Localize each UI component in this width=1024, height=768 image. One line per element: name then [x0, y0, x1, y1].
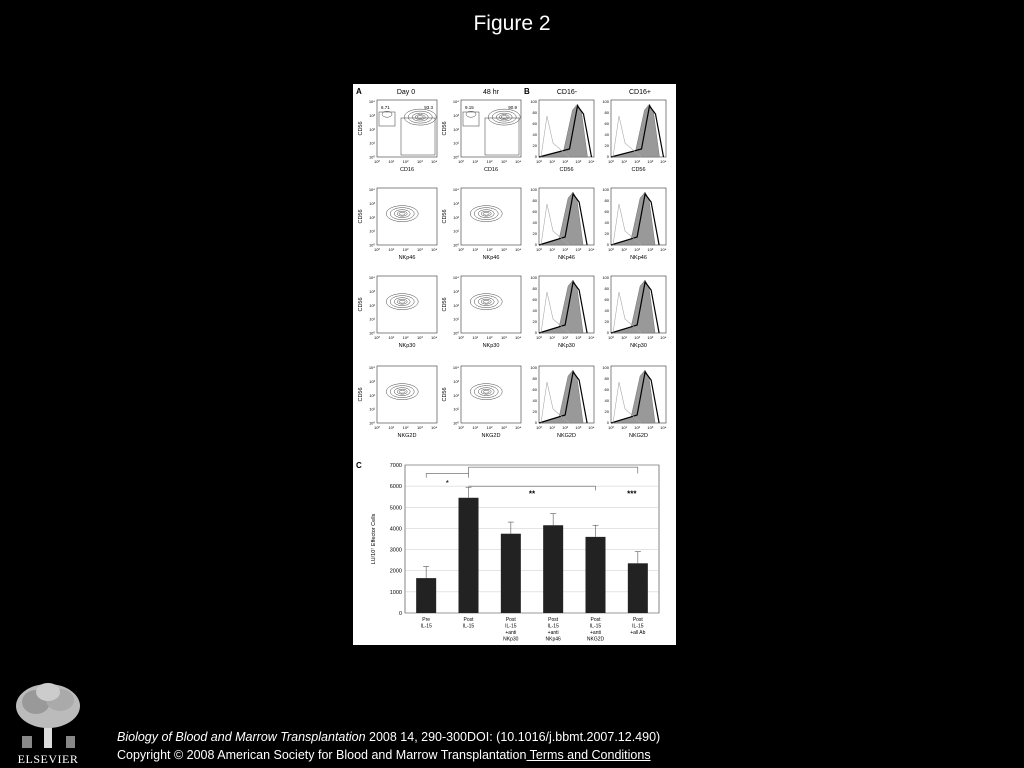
y-tick-label: 7000	[389, 463, 402, 469]
bar	[416, 578, 436, 613]
log-tick-x: 10¹	[472, 247, 479, 252]
log-tick-x: 10⁰	[373, 425, 381, 430]
contour-line	[496, 113, 512, 121]
contour-y-label: CD56	[442, 297, 448, 312]
contour-y-label: CD56	[358, 387, 364, 402]
log-tick-x: 10⁴	[515, 335, 522, 340]
contour-line	[483, 300, 489, 303]
column-header: CD16-	[556, 89, 578, 96]
log-tick-x: 10¹	[388, 247, 395, 252]
gate-box	[379, 112, 395, 126]
contour-line	[481, 211, 491, 216]
histogram-x-label: CD56	[631, 167, 646, 173]
log-tick-x: 10⁰	[535, 425, 543, 430]
log-tick-x: 10²	[402, 247, 409, 252]
log-tick-y: 10³	[369, 288, 375, 294]
log-tick-x: 10²	[486, 247, 493, 252]
y-tick-label: 4000	[389, 526, 402, 533]
panel-label-a: A	[356, 87, 362, 96]
y-tick-label: 3000	[389, 547, 402, 554]
contour-plot-frame	[461, 276, 521, 333]
histogram-filled	[611, 104, 660, 157]
log-tick-x: 10⁰	[457, 335, 465, 340]
bar-chart-frame	[405, 465, 659, 613]
log-tick-y: 10¹	[453, 406, 459, 412]
log-tick-y: 10³	[369, 378, 375, 384]
contour-line	[399, 300, 405, 303]
log-tick-x: 10³	[416, 425, 423, 430]
histogram-y-tick: 80	[604, 285, 609, 291]
log-tick-x: 10¹	[549, 159, 555, 164]
log-tick-x: 10⁰	[607, 335, 615, 340]
log-tick-x: 10⁴	[431, 335, 438, 340]
log-tick-x: 10³	[575, 425, 582, 430]
log-tick-y: 10¹	[453, 140, 459, 146]
log-tick-y: 10⁰	[452, 330, 459, 336]
log-tick-x: 10³	[416, 335, 423, 340]
log-tick-y: 10⁰	[368, 420, 375, 426]
contour-line	[399, 390, 405, 393]
contour-line	[404, 109, 436, 125]
log-tick-x: 10³	[647, 247, 654, 252]
contour-line	[488, 109, 520, 125]
log-tick-y: 10⁰	[452, 242, 459, 248]
log-tick-y: 10²	[453, 214, 459, 220]
histogram-y-tick: 40	[604, 307, 609, 313]
contour-line	[399, 212, 405, 215]
histogram-x-label: NKp46	[558, 255, 575, 261]
log-tick-y: 10⁴	[452, 365, 459, 370]
histogram-y-tick: 60	[604, 120, 609, 126]
log-tick-x: 10²	[634, 247, 641, 252]
contour-line	[478, 388, 494, 396]
log-tick-x: 10²	[486, 159, 493, 164]
histogram-y-tick: 0	[606, 153, 609, 159]
log-tick-y: 10²	[453, 126, 459, 132]
histogram-y-tick: 100	[530, 99, 537, 104]
histogram-y-tick: 100	[602, 275, 609, 280]
contour-line	[397, 299, 407, 304]
log-tick-x: 10¹	[621, 247, 627, 252]
histogram-y-tick: 60	[532, 120, 537, 126]
contour-line	[386, 384, 418, 400]
category-label: NKp30	[503, 636, 519, 643]
log-tick-x: 10⁰	[607, 247, 615, 252]
category-label: IL-15	[589, 623, 602, 630]
contour-line	[397, 389, 407, 394]
histogram-y-tick: 40	[604, 397, 609, 403]
log-tick-x: 10²	[562, 159, 569, 164]
log-tick-x: 10⁴	[588, 247, 595, 252]
histogram-y-tick: 60	[532, 386, 537, 392]
bar	[459, 498, 479, 613]
log-tick-x: 10⁴	[660, 425, 667, 430]
log-tick-x: 10¹	[621, 159, 627, 164]
log-tick-x: 10⁴	[431, 425, 438, 430]
contour-line	[470, 294, 502, 310]
log-tick-x: 10³	[575, 247, 582, 252]
log-tick-x: 10⁰	[457, 159, 465, 164]
histogram-y-tick: 60	[532, 296, 537, 302]
log-tick-x: 10¹	[388, 425, 395, 430]
category-label: +anti	[505, 630, 517, 636]
histogram-y-tick: 80	[532, 375, 537, 381]
histogram-y-tick: 60	[604, 386, 609, 392]
log-tick-x: 10³	[500, 247, 507, 252]
histogram-x-label: NKG2D	[629, 433, 648, 439]
histogram-filled	[611, 370, 655, 423]
log-tick-x: 10⁴	[588, 159, 595, 164]
log-tick-x: 10²	[402, 335, 409, 340]
contour-line	[483, 212, 489, 215]
histogram-x-label: CD56	[559, 167, 574, 173]
histogram-y-tick: 60	[604, 208, 609, 214]
log-tick-x: 10¹	[472, 159, 479, 164]
citation-details: 2008 14, 290-300DOI: (10.1016/j.bbmt.2007.12.490)	[365, 730, 661, 744]
copyright-notice: Copyright © 2008 American Society for Blood and Marrow Transplantation	[117, 748, 527, 762]
histogram-x-label: NKp30	[630, 343, 647, 349]
log-tick-x: 10⁰	[535, 159, 543, 164]
histogram-filled	[539, 104, 588, 157]
histogram-y-tick: 40	[604, 219, 609, 225]
histogram-x-label: NKG2D	[557, 433, 576, 439]
log-tick-y: 10³	[453, 200, 459, 206]
log-tick-x: 10⁴	[515, 159, 522, 164]
log-tick-y: 10¹	[453, 316, 459, 322]
log-tick-x: 10³	[647, 425, 654, 430]
contour-line	[394, 298, 410, 306]
contour-line	[394, 210, 410, 218]
histogram-y-tick: 100	[602, 99, 609, 104]
category-label: NKG2D	[586, 636, 605, 643]
contour-line	[478, 298, 494, 306]
category-label: Post	[463, 617, 474, 623]
histogram-filled	[539, 192, 583, 245]
histogram-y-tick: 100	[530, 365, 537, 370]
log-tick-y: 10³	[453, 112, 459, 118]
log-tick-y: 10⁴	[452, 187, 459, 192]
contour-plot-frame	[377, 366, 437, 423]
log-tick-x: 10⁰	[535, 247, 543, 252]
significance-bracket	[469, 467, 638, 473]
log-tick-x: 10²	[634, 335, 641, 340]
log-tick-x: 10⁴	[660, 159, 667, 164]
gate-percent: 9.15	[465, 105, 474, 110]
contour-plot-frame	[461, 366, 521, 423]
contour-x-label: CD16	[399, 167, 415, 173]
histogram-y-tick: 0	[534, 419, 537, 425]
histogram-y-tick: 20	[532, 408, 537, 414]
bar	[543, 525, 563, 613]
category-label: Post	[505, 617, 516, 623]
log-tick-x: 10⁰	[373, 159, 381, 164]
log-tick-x: 10²	[562, 425, 569, 430]
contour-line	[386, 206, 418, 222]
histogram-filled	[539, 370, 583, 423]
y-tick-label: 5000	[389, 505, 402, 512]
significance-marker: ***	[627, 489, 637, 499]
log-tick-y: 10⁰	[368, 242, 375, 248]
category-label: NKp46	[545, 636, 561, 643]
log-tick-x: 10²	[562, 247, 569, 252]
histogram-y-tick: 20	[532, 318, 537, 324]
contour-y-label: CD56	[358, 297, 364, 312]
contour-line	[478, 210, 494, 218]
contour-y-label: CD56	[358, 121, 364, 136]
contour-x-label: CD16	[483, 167, 499, 173]
histogram-y-tick: 0	[606, 241, 609, 247]
histogram-y-tick: 80	[532, 197, 537, 203]
slide-title: Figure 2	[473, 12, 551, 35]
contour-line	[415, 115, 425, 120]
histogram-y-tick: 0	[606, 419, 609, 425]
figure-image	[353, 84, 676, 645]
histogram-y-tick: 40	[604, 131, 609, 137]
contour-y-label: CD56	[358, 209, 364, 224]
histogram-filled	[611, 192, 655, 245]
log-tick-y: 10⁴	[452, 275, 459, 280]
log-tick-y: 10⁴	[368, 275, 375, 280]
histogram-y-tick: 80	[604, 375, 609, 381]
citation-text	[117, 730, 660, 744]
histogram-y-tick: 0	[534, 153, 537, 159]
category-label: IL-15	[462, 623, 475, 630]
panel-label-b: B	[524, 87, 530, 96]
contour-plot-frame	[377, 276, 437, 333]
panel-label-c: C	[356, 461, 362, 470]
contour-plot-frame	[377, 188, 437, 245]
category-label: IL-15	[420, 623, 432, 630]
histogram-filled	[539, 280, 583, 333]
contour-x-label: NKp30	[482, 343, 500, 349]
contour-line	[499, 115, 509, 120]
category-label: Post	[548, 617, 559, 623]
histogram-y-tick: 80	[604, 197, 609, 203]
log-tick-x: 10⁰	[535, 335, 543, 340]
y-tick-label: 6000	[389, 484, 402, 491]
contour-y-label: CD56	[442, 121, 448, 136]
contour-line	[481, 389, 491, 394]
contour-line	[397, 211, 407, 216]
histogram-y-tick: 100	[602, 365, 609, 370]
histogram-x-label: NKp46	[630, 255, 647, 261]
terms-and-conditions-link[interactable]: Terms and Conditions	[526, 748, 651, 762]
copyright-text	[117, 748, 651, 762]
gate-box	[463, 112, 479, 126]
y-tick-label: 1000	[389, 589, 402, 596]
log-tick-y: 10²	[369, 126, 375, 132]
log-tick-y: 10⁴	[368, 187, 375, 192]
log-tick-y: 10¹	[453, 228, 459, 234]
log-tick-x: 10⁰	[373, 335, 381, 340]
log-tick-x: 10⁴	[515, 247, 522, 252]
log-tick-x: 10³	[500, 335, 507, 340]
contour-line	[412, 113, 428, 121]
log-tick-x: 10⁴	[588, 335, 595, 340]
log-tick-x: 10¹	[549, 247, 555, 252]
y-axis-label: LU/10⁷ Effector Cells	[371, 513, 377, 565]
histogram-x-label: NKp30	[558, 343, 575, 349]
log-tick-x: 10⁴	[431, 159, 438, 164]
histogram-y-tick: 20	[604, 142, 609, 148]
log-tick-x: 10⁴	[660, 335, 667, 340]
log-tick-x: 10³	[500, 425, 507, 430]
log-tick-x: 10²	[486, 425, 493, 430]
significance-marker: **	[528, 489, 536, 499]
log-tick-x: 10²	[634, 425, 641, 430]
contour-y-label: CD56	[442, 209, 448, 224]
histogram-y-tick: 20	[604, 408, 609, 414]
histogram-y-tick: 80	[604, 109, 609, 115]
log-tick-x: 10⁰	[607, 425, 615, 430]
log-tick-x: 10¹	[549, 335, 555, 340]
histogram-y-tick: 0	[606, 329, 609, 335]
log-tick-y: 10²	[369, 302, 375, 308]
log-tick-x: 10¹	[388, 159, 395, 164]
log-tick-y: 10²	[369, 214, 375, 220]
log-tick-y: 10¹	[369, 406, 375, 412]
category-label: Pre	[422, 617, 431, 623]
contour-x-label: NKG2D	[397, 433, 417, 439]
histogram-y-tick: 0	[534, 329, 537, 335]
log-tick-x: 10⁴	[588, 425, 595, 430]
column-header: Day 0	[396, 89, 416, 96]
histogram-y-tick: 20	[604, 318, 609, 324]
log-tick-x: 10⁴	[431, 247, 438, 252]
histogram-y-tick: 20	[532, 230, 537, 236]
log-tick-x: 10¹	[549, 425, 555, 430]
category-label: Post	[632, 617, 643, 623]
gate-percent: 90.9	[508, 105, 517, 110]
log-tick-x: 10⁴	[660, 247, 667, 252]
log-tick-x: 10²	[402, 425, 409, 430]
bar	[586, 537, 606, 613]
histogram-y-tick: 100	[530, 187, 537, 192]
histogram-y-tick: 100	[602, 187, 609, 192]
log-tick-x: 10¹	[472, 335, 479, 340]
histogram-y-tick: 20	[532, 142, 537, 148]
publisher-wordmark: ELSEVIER	[17, 752, 79, 766]
histogram-y-tick: 100	[530, 275, 537, 280]
bar	[628, 563, 648, 613]
contour-plot-frame	[461, 188, 521, 245]
log-tick-y: 10²	[453, 392, 459, 398]
log-tick-y: 10¹	[369, 316, 375, 322]
log-tick-x: 10¹	[472, 425, 479, 430]
contour-line	[386, 294, 418, 310]
log-tick-x: 10¹	[388, 335, 395, 340]
significance-bracket	[426, 473, 468, 477]
significance-marker: *	[445, 479, 449, 489]
log-tick-x: 10³	[647, 335, 654, 340]
category-label: IL-15	[547, 623, 559, 630]
bar	[501, 534, 521, 613]
histogram-y-tick: 40	[532, 131, 537, 137]
log-tick-x: 10⁴	[515, 425, 522, 430]
log-tick-x: 10²	[402, 159, 409, 164]
gate-percent: 6.71	[381, 105, 390, 110]
log-tick-y: 10⁰	[452, 420, 459, 426]
log-tick-x: 10⁰	[457, 425, 465, 430]
category-label: IL-15	[632, 623, 644, 630]
log-tick-x: 10³	[575, 335, 582, 340]
log-tick-y: 10³	[369, 112, 375, 118]
log-tick-x: 10³	[416, 159, 423, 164]
log-tick-x: 10³	[575, 159, 582, 164]
category-label: IL-15	[505, 623, 517, 630]
category-label: +anti	[547, 630, 559, 636]
log-tick-y: 10⁴	[368, 365, 375, 370]
histogram-y-tick: 0	[534, 241, 537, 247]
journal-name: Biology of Blood and Marrow Transplantation	[117, 730, 366, 744]
log-tick-x: 10⁰	[373, 247, 381, 252]
contour-line	[470, 206, 502, 222]
log-tick-x: 10⁰	[457, 247, 465, 252]
log-tick-x: 10¹	[621, 335, 627, 340]
contour-line	[470, 384, 502, 400]
log-tick-y: 10³	[453, 378, 459, 384]
histogram-y-tick: 80	[532, 285, 537, 291]
log-tick-y: 10¹	[369, 228, 375, 234]
y-tick-label: 2000	[389, 568, 402, 575]
log-tick-x: 10³	[416, 247, 423, 252]
column-header: 48 hr	[483, 89, 499, 96]
category-label: Post	[590, 617, 601, 623]
column-header: CD16+	[629, 89, 651, 96]
histogram-y-tick: 20	[604, 230, 609, 236]
log-tick-y: 10⁰	[452, 154, 459, 160]
contour-line	[481, 299, 491, 304]
log-tick-y: 10⁰	[368, 154, 375, 160]
log-tick-x: 10²	[486, 335, 493, 340]
log-tick-x: 10²	[562, 335, 569, 340]
y-tick-label: 0	[398, 611, 402, 617]
log-tick-y: 10⁴	[368, 99, 375, 104]
log-tick-y: 10²	[453, 302, 459, 308]
histogram-y-tick: 60	[532, 208, 537, 214]
log-tick-y: 10¹	[369, 140, 375, 146]
log-tick-y: 10⁴	[452, 99, 459, 104]
histogram-y-tick: 40	[532, 307, 537, 313]
category-label: +all Ab	[630, 630, 646, 636]
histogram-filled	[611, 280, 655, 333]
histogram-y-tick: 40	[532, 219, 537, 225]
log-tick-x: 10³	[647, 159, 654, 164]
log-tick-y: 10³	[369, 200, 375, 206]
gate-percent: 93.3	[424, 105, 433, 110]
category-label: +anti	[590, 630, 601, 636]
contour-x-label: NKG2D	[481, 433, 501, 439]
contour-line	[394, 388, 410, 396]
log-tick-y: 10³	[453, 288, 459, 294]
contour-y-label: CD56	[442, 387, 448, 402]
histogram-y-tick: 80	[532, 109, 537, 115]
log-tick-x: 10⁰	[607, 159, 615, 164]
log-tick-x: 10³	[500, 159, 507, 164]
contour-line	[483, 390, 489, 393]
log-tick-x: 10¹	[621, 425, 627, 430]
contour-x-label: NKp30	[398, 343, 416, 349]
histogram-y-tick: 40	[532, 397, 537, 403]
log-tick-y: 10⁰	[368, 330, 375, 336]
log-tick-y: 10²	[369, 392, 375, 398]
histogram-y-tick: 60	[604, 296, 609, 302]
contour-x-label: NKp46	[398, 255, 416, 261]
log-tick-x: 10²	[634, 159, 641, 164]
contour-x-label: NKp46	[482, 255, 500, 261]
